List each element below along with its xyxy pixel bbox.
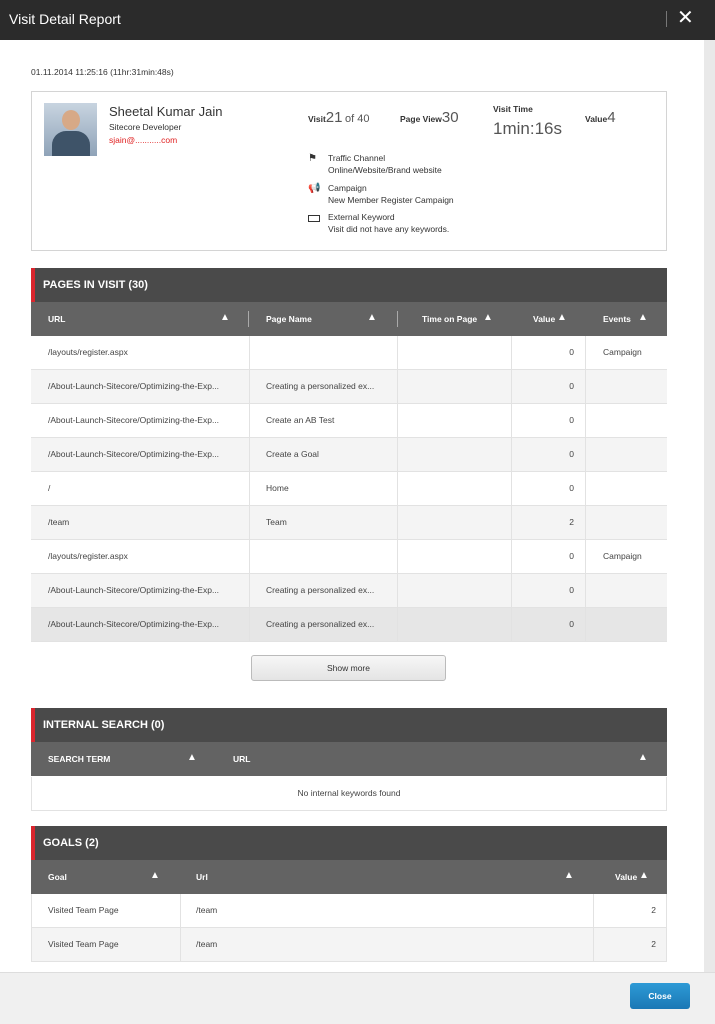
pages-table-header: [31, 302, 667, 336]
cell-goal-value: 2: [651, 939, 656, 949]
contact-name: Sheetal Kumar Jain: [109, 104, 223, 119]
contact-email[interactable]: sjain@...........com: [109, 135, 178, 145]
goals-section-title: GOALS (2): [43, 837, 99, 849]
cell-value: 0: [569, 449, 574, 459]
close-button[interactable]: Close: [630, 983, 690, 1009]
table-row[interactable]: [31, 404, 667, 438]
cell-goal: Visited Team Page: [48, 905, 119, 915]
value-label: Value: [585, 114, 608, 124]
value-stat: [585, 109, 616, 126]
cell-events: Campaign: [603, 551, 642, 561]
cell-events: [603, 370, 663, 403]
page-view-label: Page View: [400, 114, 442, 124]
sort-events-icon[interactable]: ▲: [638, 312, 648, 323]
cell-url: /: [48, 483, 51, 493]
cell-page-name: Home: [266, 483, 289, 493]
show-more-button[interactable]: Show more: [251, 655, 446, 681]
cell-page-name: Create an AB Test: [266, 415, 335, 425]
visit-number: 21: [325, 109, 343, 126]
cell-url: /layouts/register.aspx: [48, 551, 128, 561]
cell-value: 0: [569, 415, 574, 425]
dialog-titlebar: [0, 0, 715, 40]
signpost-icon: ⚑: [308, 153, 317, 164]
col-search-term[interactable]: SEARCH TERM: [48, 754, 111, 764]
col-search-url[interactable]: URL: [233, 754, 251, 764]
cell-url: /About-Launch-Sitecore/Optimizing-the-Exp...: [48, 449, 220, 459]
col-value[interactable]: Value: [533, 314, 556, 324]
table-row[interactable]: [31, 370, 667, 404]
page-view-value: 30: [441, 109, 459, 126]
close-icon[interactable]: ✕: [677, 7, 694, 29]
sort-goal-icon[interactable]: ▲: [150, 870, 160, 881]
cell-events: [603, 404, 663, 437]
cell-page-name: Creating a personalized ex...: [266, 381, 375, 391]
pages-section-header: [31, 268, 667, 302]
pages-section-title: PAGES IN VISIT (30): [43, 279, 148, 291]
sort-url-icon[interactable]: ▲: [220, 312, 230, 323]
col-time-on-page[interactable]: Time on Page: [422, 314, 478, 324]
titlebar-divider: [666, 11, 667, 27]
cell-events: [603, 506, 663, 539]
sort-page-name-icon[interactable]: ▲: [367, 312, 377, 323]
dialog-title: Visit Detail Report: [9, 11, 121, 27]
value-number: 4: [607, 109, 616, 126]
search-table-header: [31, 742, 667, 776]
sort-goal-value-icon[interactable]: ▲: [639, 870, 649, 881]
cell-url: /About-Launch-Sitecore/Optimizing-the-Exp...: [48, 415, 220, 425]
visit-timestamp: 01.11.2014 11:25:16 (11hr:31min:48s): [31, 67, 174, 77]
page-view-stat: [400, 109, 459, 126]
cell-url: /About-Launch-Sitecore/Optimizing-the-Exp...: [48, 619, 220, 629]
col-goal-value[interactable]: Value: [615, 872, 638, 882]
external-keyword-label: External Keyword: [328, 212, 395, 222]
cell-page-name: [266, 336, 396, 369]
visit-time-label: Visit Time: [493, 104, 533, 114]
cell-goal-url: /team: [196, 905, 218, 915]
goals-section-header: [31, 826, 667, 860]
visit-stat: [308, 109, 369, 126]
cell-events: [603, 438, 663, 471]
table-row[interactable]: [31, 574, 667, 608]
table-row[interactable]: [31, 894, 667, 928]
visit-summary-card: [31, 91, 667, 251]
table-row[interactable]: [31, 540, 667, 574]
external-keyword-value: Visit did not have any keywords.: [328, 224, 450, 234]
goals-table-header: [31, 860, 667, 894]
col-goal-url[interactable]: Url: [196, 872, 208, 882]
traffic-channel-label: Traffic Channel: [328, 153, 386, 163]
cell-events: [603, 472, 663, 505]
cell-page-name: Creating a personalized ex...: [266, 619, 375, 629]
table-row[interactable]: [31, 438, 667, 472]
contact-role: Sitecore Developer: [109, 122, 182, 132]
cell-goal-value: 2: [651, 905, 656, 915]
cell-goal: Visited Team Page: [48, 939, 119, 949]
keyword-box-icon: [308, 213, 320, 223]
cell-page-name: [266, 540, 396, 573]
dialog-content: [0, 40, 704, 972]
campaign-value: New Member Register Campaign: [328, 195, 454, 205]
megaphone-icon: 📢: [308, 183, 321, 194]
dialog-footer: [0, 972, 715, 1024]
cell-url: /About-Launch-Sitecore/Optimizing-the-Exp...: [48, 381, 220, 391]
table-row[interactable]: [31, 336, 667, 370]
sort-search-term-icon[interactable]: ▲: [187, 752, 197, 763]
col-events[interactable]: Events: [603, 314, 631, 324]
col-goal[interactable]: Goal: [48, 872, 67, 882]
sort-search-url-icon[interactable]: ▲: [638, 752, 648, 763]
traffic-channel-value: Online/Website/Brand website: [328, 165, 442, 175]
scrollbar-track[interactable]: [704, 40, 715, 972]
table-row[interactable]: [31, 472, 667, 506]
avatar: [44, 103, 97, 156]
table-row[interactable]: [31, 608, 667, 642]
cell-page-name: Team: [266, 517, 287, 527]
search-section-title: INTERNAL SEARCH (0): [43, 719, 165, 731]
col-page-name[interactable]: Page Name: [266, 314, 312, 324]
cell-value: 0: [569, 381, 574, 391]
cell-value: 0: [569, 551, 574, 561]
visit-time-stat: [493, 104, 562, 138]
cell-value: 0: [569, 585, 574, 595]
cell-goal-url: /team: [196, 939, 218, 949]
cell-value: 2: [569, 517, 574, 527]
cell-value: 0: [569, 483, 574, 493]
search-section-header: [31, 708, 667, 742]
cell-page-name: Create a Goal: [266, 449, 319, 459]
cell-value: 0: [569, 347, 574, 357]
visit-of-total: of 40: [345, 113, 370, 125]
visit-time-value: 1min:16s: [493, 119, 562, 138]
cell-events: [603, 574, 663, 607]
cell-value: 0: [569, 619, 574, 629]
col-url[interactable]: URL: [48, 314, 66, 324]
sort-value-icon[interactable]: ▲: [557, 312, 567, 323]
campaign-label: Campaign: [328, 183, 367, 193]
sort-time-icon[interactable]: ▲: [483, 312, 493, 323]
sort-goal-url-icon[interactable]: ▲: [564, 870, 574, 881]
table-row[interactable]: [31, 506, 667, 540]
cell-url: /layouts/register.aspx: [48, 347, 128, 357]
cell-page-name: Creating a personalized ex...: [266, 585, 375, 595]
cell-url: /team: [48, 517, 70, 527]
search-empty-message: No internal keywords found: [31, 777, 667, 811]
table-row[interactable]: [31, 928, 667, 962]
cell-events: Campaign: [603, 347, 642, 357]
cell-url: /About-Launch-Sitecore/Optimizing-the-Exp...: [48, 585, 220, 595]
visit-label: Visit: [308, 114, 326, 124]
cell-events: [603, 608, 663, 641]
